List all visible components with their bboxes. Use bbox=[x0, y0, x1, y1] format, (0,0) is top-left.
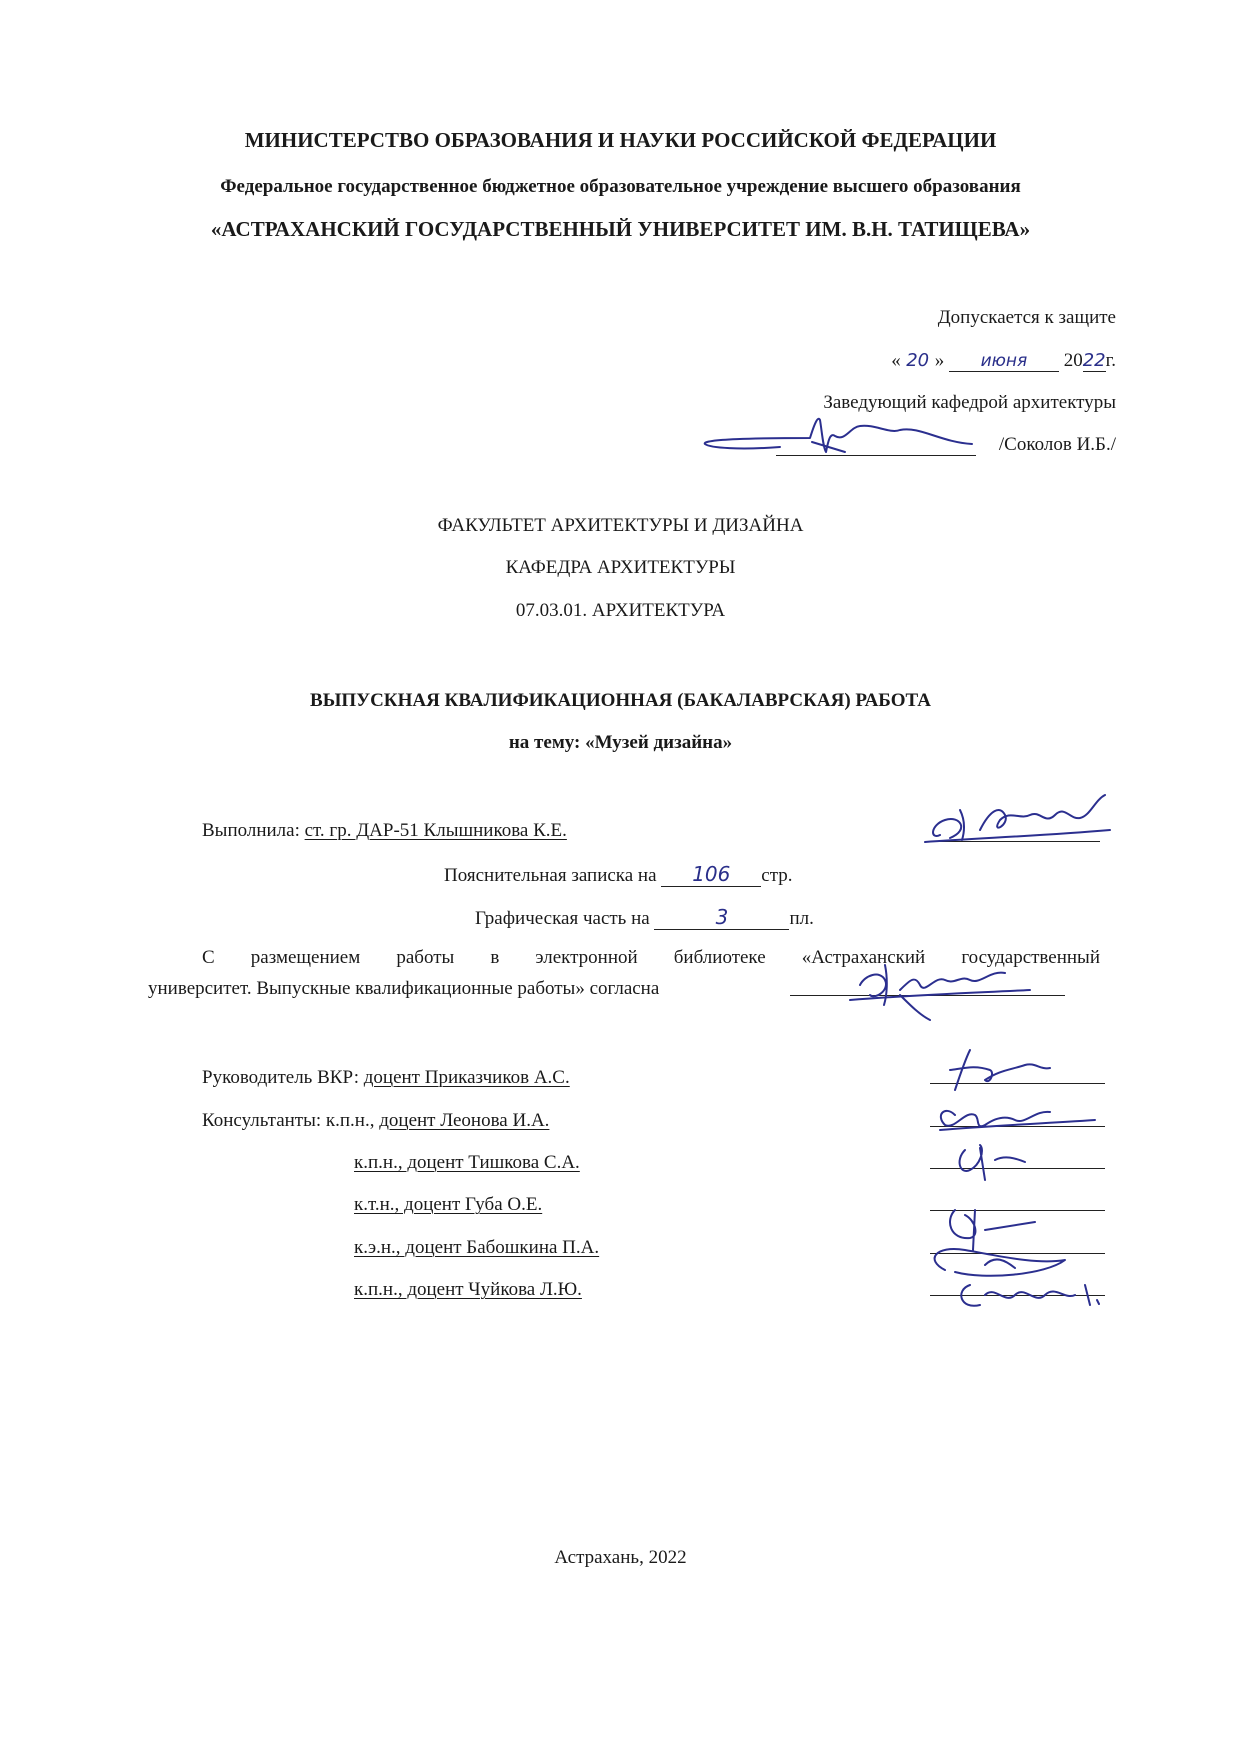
author-signature bbox=[920, 790, 1120, 850]
date-year-unit: г. bbox=[1105, 350, 1116, 371]
consultants-row bbox=[202, 1110, 549, 1132]
work-topic: на тему: «Музей дизайна» bbox=[508, 732, 733, 753]
city-year: Астрахань, 2022 bbox=[554, 1547, 687, 1568]
consultants-signatures bbox=[925, 1090, 1115, 1320]
graphic-unit: пл. bbox=[789, 908, 814, 929]
consultant-5: к.п.н., доцент Чуйкова Л.Ю. bbox=[354, 1279, 582, 1300]
note-label: Пояснительная записка на bbox=[444, 865, 657, 886]
institution-type: Федеральное государственное бюджетное образовательное учреждение высшего образования bbox=[220, 176, 1021, 197]
graphic-row bbox=[475, 905, 814, 930]
date-day: 20 bbox=[906, 350, 930, 371]
work-type: ВЫПУСКНАЯ КВАЛИФИКАЦИОННАЯ (БАКАЛАВРСКАЯ) РАБОТА bbox=[310, 690, 931, 711]
author-label: Выполнила: bbox=[202, 820, 300, 841]
approval-date: « 20 » июня 2022г. bbox=[891, 350, 1116, 371]
consultant-1-name: доцент Леонова И.А. bbox=[379, 1110, 550, 1131]
head-name: /Соколов И.Б./ bbox=[998, 434, 1116, 455]
consultant-1-degree: к.п.н., bbox=[325, 1110, 375, 1131]
consultant-3: к.т.н., доцент Губа О.Е. bbox=[354, 1194, 543, 1215]
author-row bbox=[202, 820, 567, 842]
note-row bbox=[444, 862, 793, 887]
chair-name: КАФЕДРА АРХИТЕКТУРЫ bbox=[505, 557, 736, 578]
note-count: 106 bbox=[661, 862, 761, 887]
consultants-label: Консультанты: bbox=[202, 1110, 322, 1131]
date-year-prefix: 20 bbox=[1063, 350, 1083, 371]
head-signature bbox=[700, 412, 980, 462]
date-month: июня bbox=[949, 351, 1059, 372]
graphic-count: 3 bbox=[654, 905, 789, 930]
consent-line-2: университет. Выпускные квалификационные работы» согласна bbox=[148, 978, 660, 999]
consent-signature bbox=[840, 955, 1040, 1025]
head-title: Заведующий кафедрой архитектуры bbox=[823, 392, 1116, 413]
university-name: «АСТРАХАНСКИЙ ГОСУДАРСТВЕННЫЙ УНИВЕРСИТЕТ ИМ. В.Н. ТАТИЩЕВА» bbox=[210, 217, 1031, 241]
note-unit: стр. bbox=[761, 865, 793, 886]
program-code: 07.03.01. АРХИТЕКТУРА bbox=[515, 600, 726, 621]
faculty-name: ФАКУЛЬТЕТ АРХИТЕКТУРЫ И ДИЗАЙНА bbox=[437, 515, 804, 536]
ministry-title: МИНИСТЕРСТВО ОБРАЗОВАНИЯ И НАУКИ РОССИЙСКОЙ ФЕДЕРАЦИИ bbox=[244, 128, 997, 152]
graphic-label: Графическая часть на bbox=[475, 908, 650, 929]
admitted-label: Допускается к защите bbox=[937, 307, 1116, 328]
author-value: ст. гр. ДАР-51 Клышникова К.Е. bbox=[304, 820, 567, 841]
supervisor-label: Руководитель ВКР: bbox=[202, 1067, 359, 1088]
consultant-2: к.п.н., доцент Тишкова С.А. bbox=[354, 1152, 580, 1173]
supervisor-value: доцент Приказчиков А.С. bbox=[363, 1067, 570, 1088]
consultant-4: к.э.н., доцент Бабошкина П.А. bbox=[354, 1237, 600, 1258]
supervisor-row bbox=[202, 1067, 570, 1089]
consent-line-1: С размещением работы в электронной библиотеке «Астраханский государственный bbox=[202, 947, 1100, 968]
date-year-suffix: 22 bbox=[1082, 350, 1106, 371]
